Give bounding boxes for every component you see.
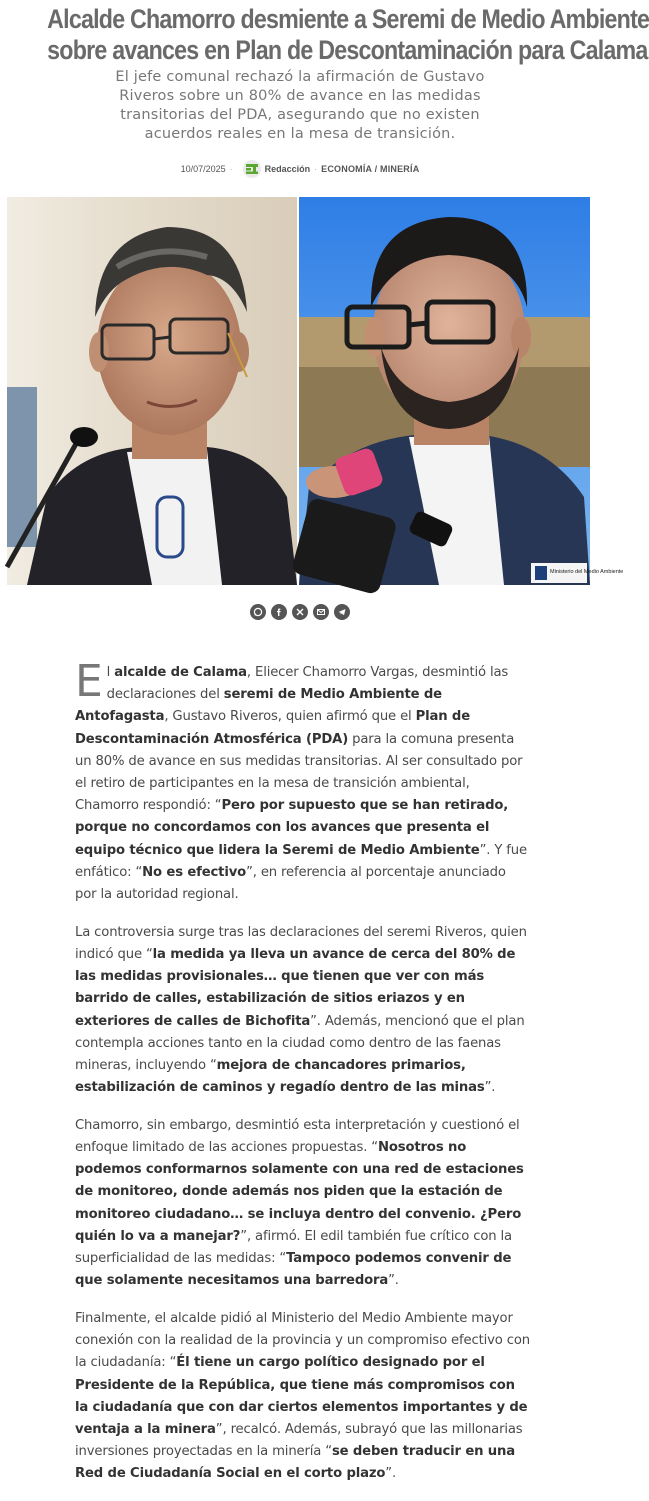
bold-run: se deben traducir en una Red de Ciudadanía Social en el corto plazo (75, 1444, 516, 1482)
text-run: ”. Y fue enfático: “ (75, 842, 527, 880)
paragraph-2 (75, 922, 530, 1100)
facebook-icon[interactable] (271, 604, 287, 620)
bold-run: Pero por supuesto que se han retirado, porque no concordamos con los avances que presenta el equipo técnico que lidera la Seremi de Medio Ambiente (75, 798, 509, 858)
subtitle-line-4: acuerdos reales en la mesa de transición. (144, 126, 456, 142)
publish-date: 10/07/2025 (180, 164, 226, 174)
bold-run: Plan de Descontaminación Atmosférica (PDA) (75, 709, 470, 747)
email-icon[interactable] (313, 604, 329, 620)
bold-run: Él tiene un cargo político designado por el Presidente de la República, que tiene más compromisos con la ciudadanía que con dar ciertos elementos importantes y de ventaja a la minera (75, 1355, 528, 1437)
ministry-badge-text: Ministerio del Medio Ambiente (550, 569, 624, 575)
subtitle-line-1: El jefe comunal rechazó la afirmación de Gustavo (115, 69, 485, 85)
text-run: ”. (385, 1466, 397, 1482)
text-run: ”. (388, 1273, 399, 1289)
category-link[interactable]: ECONOMÍA / MINERÍA (321, 164, 420, 174)
text-run: para la comuna presenta un 80% de avance en sus medidas transitorias. Al ser consultado por el retiro de participantes en la mesa de transición ambiental, Chamorro respondió: “ (75, 731, 523, 814)
headline-line-1: Alcalde Chamorro desmiente a Seremi de Medio Ambiente (47, 4, 649, 34)
bold-run: Tampoco podemos convenir de que solamente necesitamos una barredora (75, 1251, 512, 1289)
photo-seremi-riveros (299, 197, 624, 585)
whatsapp-icon[interactable] (250, 604, 266, 620)
bold-run: seremi de Medio Ambiente de Antofagasta (75, 687, 442, 725)
drop-cap: E (75, 656, 103, 707)
author-link[interactable]: Redacción (264, 164, 311, 174)
text-run: , Eliecer Chamorro Vargas, desmintió las declaraciones del (106, 665, 509, 703)
author-logo-icon (243, 160, 261, 178)
paragraph-1 (75, 656, 530, 906)
text-run: ”, recalcó. Además, subrayó que las millonarias inversiones proyectadas en la minería “ (75, 1422, 523, 1460)
subtitle-line-2: Riveros sobre un 80% de avance en las medidas (119, 88, 481, 104)
text-run: , Gustavo Riveros, quien afirmó que el (164, 709, 416, 725)
article-headline (47, 4, 649, 66)
bold-run: mejora de chancadores primarios, estabilización de caminos y regadío dentro de las minas (75, 1057, 485, 1096)
text-run: Chamorro, sin embargo, desmintió esta interpretación y cuestionó el enfoque limitado de las acciones propuestas. “ (75, 1117, 520, 1156)
text-run: ”, en referencia al porcentaje anunciado por la autoridad regional. (75, 864, 506, 903)
x-icon[interactable] (292, 604, 308, 620)
photo-mayor-chamorro (7, 197, 297, 585)
text-run: La controversia surge tras las declaraciones del seremi Riveros, quien indicó que “ (75, 924, 527, 962)
article-body (75, 656, 530, 1501)
meta-separator: · (229, 164, 233, 174)
telegram-icon[interactable] (334, 604, 350, 620)
bold-run: alcalde de Calama (114, 665, 247, 680)
article-subtitle (60, 68, 540, 144)
headline-line-2: sobre avances en Plan de Descontaminación para Calama (47, 35, 648, 65)
paragraph-4 (75, 1308, 530, 1486)
paragraph-3 (75, 1115, 530, 1293)
meta-separator: · (314, 164, 318, 174)
share-bar (0, 604, 600, 620)
subtitle-line-3: transitorias del PDA, asegurando que no existen (120, 107, 480, 123)
bold-run: No es efectivo (142, 864, 247, 880)
text-run: l (106, 665, 115, 680)
text-run: Finalmente, el alcalde pidió al Ministerio del Medio Ambiente mayor conexión con la realidad de la provincia y un compromiso efectivo con la ciudadanía: “ (75, 1310, 530, 1371)
text-run: ”. (484, 1080, 496, 1096)
text-run: ”. Además, mencionó que el plan contempla acciones tanto en la ciudad como dentro de las faenas mineras, incluyendo “ (75, 1013, 525, 1073)
text-run: ”, afirmó. El edil también fue crítico con la superficialidad de las medidas: “ (75, 1228, 512, 1267)
article-meta (0, 158, 600, 180)
bold-run: Nosotros no podemos conformarnos solamente con una red de estaciones de monitoreo, donde además nos piden que la estación de monitoreo ciudadano… se incluya dentro del convenio. ¿Pero quién lo va a manejar? (75, 1140, 524, 1244)
bold-run: la medida ya lleva un avance de cerca del 80% de las medidas provisionales… que tienen que ver con más barrido de calles, estabilización de sitios eriazos y en exteriores de calles de Bichofita (75, 946, 516, 1029)
